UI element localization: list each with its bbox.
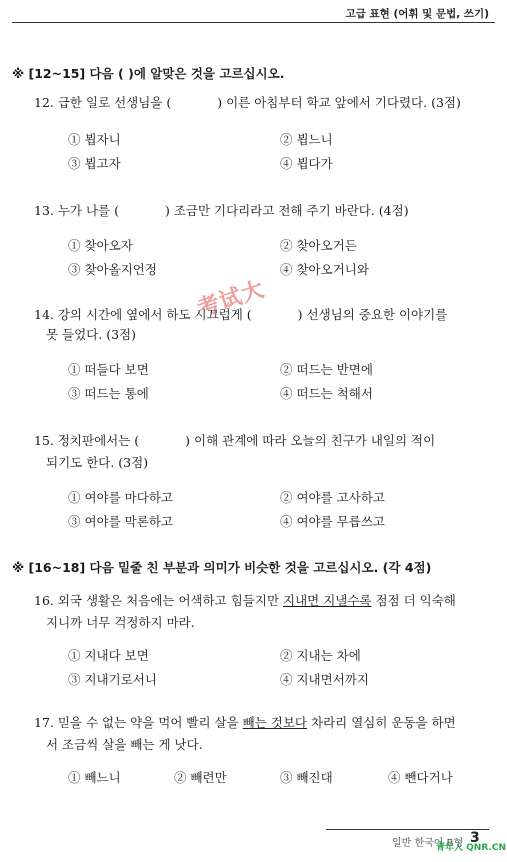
question-15-line2: 되기도 한다. (3점) bbox=[46, 455, 149, 470]
question-15-pre: 15. 정치판에서는 ( bbox=[34, 433, 140, 448]
q15-option-3[interactable]: ③ 여야를 막론하고 bbox=[68, 514, 173, 529]
question-13 bbox=[34, 198, 409, 223]
question-16-post: 점점 더 익숙해 bbox=[371, 593, 456, 608]
q17-option-3[interactable]: ③ 빼진대 bbox=[280, 770, 333, 785]
question-12-post: ) 이른 아침부터 학교 앞에서 기다렸다. (3점) bbox=[217, 95, 461, 110]
question-13-pre: 13. 누가 나를 ( bbox=[34, 203, 119, 218]
question-13-post: ) 조금만 기다리라고 전해 주기 바란다. (4점) bbox=[164, 203, 409, 218]
q13-option-4[interactable]: ④ 찾아오거니와 bbox=[280, 262, 369, 277]
q12-option-1[interactable]: ① 뵙자니 bbox=[68, 132, 121, 147]
question-15-post: ) 이해 관계에 따라 오늘의 친구가 내일의 적이 bbox=[185, 433, 436, 448]
question-12 bbox=[34, 90, 461, 115]
question-16-pre: 16. 외국 생활은 처음에는 어색하고 힘들지만 bbox=[34, 593, 283, 608]
header-rule bbox=[12, 22, 495, 23]
q14-option-1[interactable]: ① 떠들다 보면 bbox=[68, 362, 149, 377]
q17-option-2[interactable]: ② 빼련만 bbox=[174, 770, 227, 785]
q13-option-1[interactable]: ① 찾아오자 bbox=[68, 238, 133, 253]
page-number: 3 bbox=[470, 830, 480, 846]
question-16-line2: 지니까 너무 걱정하지 마라. bbox=[46, 615, 195, 630]
question-14-post: ) 선생님의 중요한 이야기를 bbox=[297, 307, 448, 322]
q13-option-3[interactable]: ③ 찾아올지언정 bbox=[68, 262, 157, 277]
question-17-post: 차라리 열심히 운동을 하면 bbox=[307, 715, 456, 730]
q14-option-2[interactable]: ② 떠드는 반면에 bbox=[280, 362, 373, 377]
question-17-underline: 빼는 것보다 bbox=[242, 715, 308, 730]
q15-option-1[interactable]: ① 여야를 마다하고 bbox=[68, 490, 173, 505]
q16-option-3[interactable]: ③ 지내기로서니 bbox=[68, 672, 157, 687]
section-title-16-18: ※ [16~18] 다음 밑줄 친 부분과 의미가 비슷한 것을 고르십시오. (각 4점) bbox=[12, 560, 432, 575]
footer-rule bbox=[326, 829, 489, 830]
q12-option-4[interactable]: ④ 뵙다가 bbox=[280, 156, 333, 171]
q16-option-1[interactable]: ① 지내다 보면 bbox=[68, 648, 149, 663]
question-14-line2: 못 들었다. (3점) bbox=[46, 327, 137, 342]
site-logo: 青年人 QNR.CN bbox=[436, 843, 506, 853]
q16-option-4[interactable]: ④ 지내면서까지 bbox=[280, 672, 369, 687]
q14-option-4[interactable]: ④ 떠드는 척해서 bbox=[280, 386, 373, 401]
footer-label: 일반 한국어 B형 bbox=[392, 838, 464, 849]
q17-option-4[interactable]: ④ 뺀다거나 bbox=[388, 770, 453, 785]
watermark: 考试大 bbox=[194, 276, 268, 322]
question-16-underline: 지내면 지낼수록 bbox=[283, 593, 372, 608]
question-17-pre: 17. 믿을 수 없는 약을 먹어 빨리 살을 bbox=[34, 715, 243, 730]
q15-option-2[interactable]: ② 여야를 고사하고 bbox=[280, 490, 385, 505]
q15-option-4[interactable]: ④ 여야를 무릅쓰고 bbox=[280, 514, 385, 529]
q14-option-3[interactable]: ③ 떠드는 통에 bbox=[68, 386, 149, 401]
question-17-line2: 서 조금씩 살을 빼는 게 낫다. bbox=[46, 737, 203, 752]
q17-option-1[interactable]: ① 빼느니 bbox=[68, 770, 121, 785]
q16-option-2[interactable]: ② 지내는 차에 bbox=[280, 648, 361, 663]
q12-option-2[interactable]: ② 뵙느니 bbox=[280, 132, 333, 147]
section-title-12-15: ※ [12~15] 다음 ( )에 알맞은 것을 고르십시오. bbox=[12, 66, 285, 81]
header-title: 고급 표현 (어휘 및 문법, 쓰기) bbox=[345, 8, 489, 20]
question-14-pre: 14. 강의 시간에 옆에서 하도 시끄럽게 ( bbox=[34, 307, 252, 322]
q12-option-3[interactable]: ③ 뵙고자 bbox=[68, 156, 121, 171]
q13-option-2[interactable]: ② 찾아오거든 bbox=[280, 238, 357, 253]
question-12-pre: 12. 급한 일로 선생님을 ( bbox=[34, 95, 172, 110]
